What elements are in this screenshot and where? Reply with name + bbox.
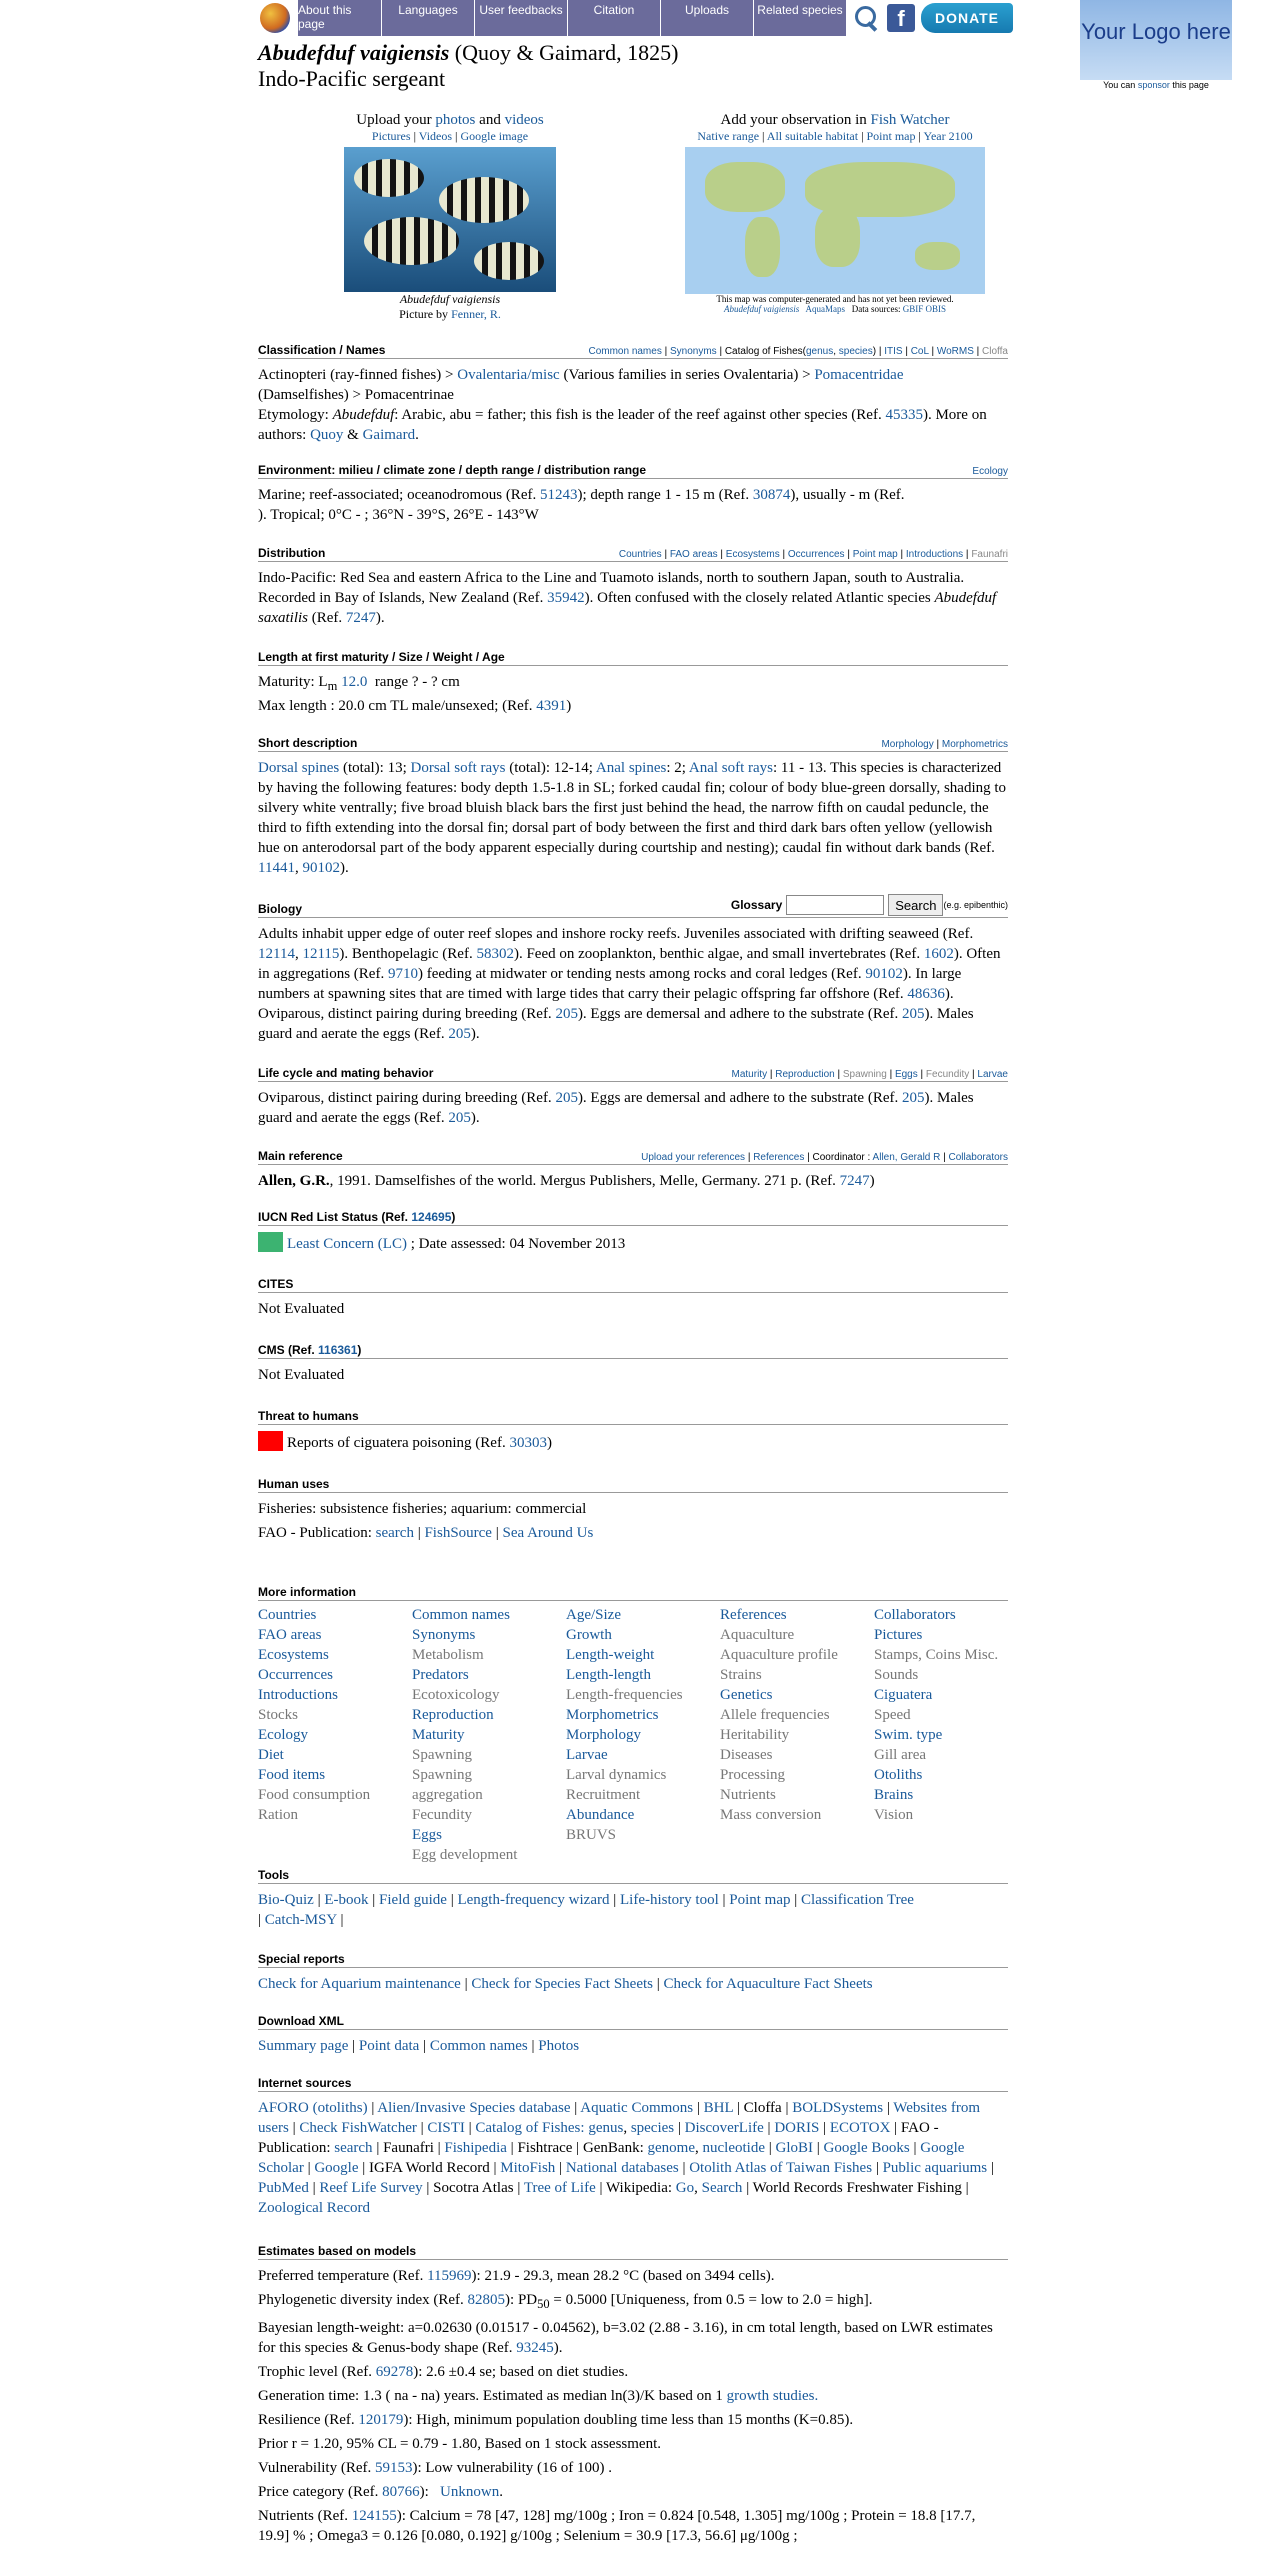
more-info-item[interactable]: Swim. type (874, 1727, 943, 1743)
more-info-item: Strains (720, 1667, 762, 1683)
fish-watcher-link[interactable]: Fish Watcher (870, 112, 950, 128)
more-info-item[interactable]: Larvae (566, 1747, 608, 1763)
common-name: Indo-Pacific sergeant (258, 66, 446, 91)
references-link[interactable]: References (753, 1152, 805, 1163)
top-navigation (258, 0, 1013, 36)
ref-link[interactable]: 93245 (516, 2340, 554, 2356)
source-link[interactable]: Google Books (823, 2140, 910, 2156)
source-link[interactable]: National databases (565, 2160, 679, 2176)
page-title (258, 40, 678, 92)
scientific-name: Abudefduf vaigiensis (258, 40, 450, 65)
ref-link[interactable]: 205 (555, 1006, 578, 1022)
reproduction-link[interactable]: Reproduction (775, 1069, 835, 1080)
year-2100-link[interactable]: Year 2100 (923, 129, 973, 143)
more-info-item[interactable]: Pictures (874, 1627, 923, 1643)
ref-link[interactable]: 120179 (358, 2412, 404, 2428)
suitable-habitat-link[interactable]: All suitable habitat (766, 129, 859, 143)
glossary-input[interactable] (786, 895, 884, 915)
more-info-item: Vision (874, 1807, 914, 1823)
bio-quiz-link[interactable]: Bio-Quiz (258, 1892, 314, 1908)
estimates-section: Estimates based on models Preferred temperature (Ref. 115969): 21.9 - 29.3, mean 28.2 °C (based on 3494 cells). Phylogenetic diversity index (Ref. 82805): $PD_{50} = 0.5000$ [Uniqueness, from 0.5 = low to 2.0 = high]. Bayesian length-weight: a=0.02630 (0.01517 - 0.04562), b=3.02 (2.88 - 3.16), in cm total length, based on LWR estimates for this species & Genus-body shape (Ref. 93245). Trophic level (Ref. 69278): 2.6 ±0.4 se; based on diet studies. Generation time: 1.3 ( na - na) years. Estimated as median ln(3)/K based on 1 growth studies. Resilience (Ref. 120179): High, minimum population doubling time less than 15 months (K=0.85). Prior r = 1.20, 95% CL = 0.79 - 1.80, Based on 1 stock assessment. Vulnerability (Ref. 59153): Low vulnerability (16 of 100) . Price category (Ref. 80766): Unknown. Nutrients (Ref. 124155): Calcium = 78 [47, 128] mg/100g ; Iron = 0.824 [0.548, 1.305] mg/100g ; Protein = 18.8 [17.7, 19.9] % ; Omega3 = 0.126 [0.080, 0.192] g/100g ; Selenium = 30.9 [17.3, 56.6] μg/100g ; (258, 2244, 1010, 2550)
source-link[interactable]: Check FishWatcher (299, 2120, 417, 2136)
dorsal-soft-rays-link[interactable]: Dorsal soft rays (410, 760, 506, 776)
download-xml-section: Download XML Summary page | Point data | Common names | Photos (258, 2014, 1010, 2056)
more-info-item: Metabolism (412, 1647, 484, 1663)
nav-uploads-button[interactable]: Uploads (661, 0, 754, 36)
more-info-column (566, 1605, 720, 1865)
source-link[interactable]: ECOTOX (829, 2120, 891, 2136)
source-link[interactable]: nucleotide (702, 2140, 765, 2156)
more-info-item[interactable]: Genetics (720, 1687, 773, 1703)
biology-section: Biology Glossary Search (e.g. epibenthic) Adults inhabit upper edge of outer reef slopes and inshore rocky reefs. Juveniles associated with drifting seaweed (Ref. 12114, 12115). Benthopelagic (Ref. 58302). Feed on zooplankton, benthic algae, and small invertebrates (Ref. 1602). Often in aggregations (Ref. 9710) feeding at midwater or tending nests among rocks and coral ledges (Ref. 90102). In large numbers at spawning sites that are timed with large tides that carry their pelagic offspring far offshore (Ref. 48636). Oviparous, distinct pairing during breeding (Ref. 205). Eggs are demersal and adhere to the substrate (Ref. 205). Males guard and aerate the eggs (Ref. 205). (258, 894, 1010, 1044)
internet-sources-list: AFORO (otoliths) | Alien/Invasive Species database | Aquatic Commons | BHL | Cloffa | BOLDSystems | Websites from users | Check FishWatcher | CISTI | Catalog of Fishes: genus, species | DiscoverLife | DORIS | ECOTOX | FAO - Publication: search | Faunafri | Fishipedia | Fishtrace | GenBank: genome, nucleotide | GloBI | Google Books | Google Scholar | Google | IGFA World Record | MitoFish | National databases | Otolith Atlas of Taiwan Fishes | Public aquariums | PubMed | Reef Life Survey | Socotra Atlas | Tree of Life | Wikipedia: Go, Search | World Records Freshwater Fishing | Zoological Record (258, 2100, 994, 2216)
photo-caption: Abudefduf vaigiensis (399, 292, 501, 306)
source-link[interactable]: Google (314, 2160, 359, 2176)
more-info-item[interactable]: Maturity (412, 1727, 465, 1743)
source-link[interactable]: species (630, 2120, 675, 2136)
special-reports-section: Special reports Check for Aquarium maintenance | Check for Species Fact Sheets | Check for Aquaculture Fact Sheets (258, 1952, 1010, 1994)
ref-link[interactable]: 205 (555, 1090, 578, 1106)
more-info-item[interactable]: Eggs (412, 1827, 442, 1843)
more-info-item[interactable]: FAO areas (258, 1627, 322, 1643)
internet-sources-section: Internet sources AFORO (otoliths) | Alien/Invasive Species database | Aquatic Commons | BHL | Cloffa | BOLDSystems | Websites from users | Check FishWatcher | CISTI | Catalog of Fishes: genus, species | DiscoverLife | DORIS | ECOTOX | FAO - Publication: search | Faunafri | Fishipedia | Fishtrace | GenBank: genome, nucleotide | GloBI | Google Books | Google Scholar | Google | IGFA World Record | MitoFish | National databases | Otolith Atlas of Taiwan Fishes | Public aquariums | PubMed | Reef Life Survey | Socotra Atlas | Tree of Life | Wikipedia: Go, Search | World Records Freshwater Fishing | Zoological Record (258, 2076, 1010, 2218)
sponsor-note: You can sponsor this page (1103, 80, 1209, 90)
sea-around-us-link[interactable]: Sea Around Us (502, 1525, 594, 1541)
introductions-link[interactable]: Introductions (905, 549, 964, 560)
source-link[interactable]: Alien/Invasive Species database (377, 2100, 571, 2116)
maturity-value-link[interactable]: 12.0 (341, 674, 368, 690)
life-history-tool-link[interactable]: Life-history tool (620, 1892, 719, 1908)
length-frequency-wizard-link[interactable]: Length-frequency wizard (457, 1892, 610, 1908)
source-link[interactable]: AFORO (otoliths) (258, 2100, 368, 2116)
source-link[interactable]: Aquatic Commons (580, 2100, 694, 2116)
human-uses-section: Human uses Fisheries: subsistence fisheries; aquarium: commercial FAO - Publication: search | FishSource | Sea Around Us (258, 1477, 1010, 1547)
dorsal-spines-link[interactable]: Dorsal spines (258, 760, 340, 776)
more-info-item[interactable]: Countries (258, 1607, 317, 1623)
ref-link[interactable]: 45335 (885, 407, 923, 423)
classification-section: Classification / Names Common names | Synonyms | Catalog of Fishes(genus, species) | ITIS | CoL | WoRMS | Cloffa Actinopteri (ray-finned fishes) > Ovalentaria/misc (Various families in series Ovalentaria) > Pomacentridae (Damselfishes) > Pomacentrinae Etymology: Abudefduf: Arabic, abu = father; this fish is the leader of the reef against other species (Ref. 45335). More on authors: Quoy & Gaimard. (258, 343, 1008, 443)
source-link[interactable]: DiscoverLife (684, 2120, 764, 2136)
point-map-link[interactable]: Point map (866, 129, 916, 143)
more-info-item: Larval dynamics (566, 1767, 667, 1783)
iucn-section: IUCN Red List Status (Ref. 124695) Least Concern (LC) ; Date assessed: 04 November 2013 (258, 1210, 1010, 1254)
more-info-item: Egg development (412, 1847, 518, 1863)
ecosystems-link[interactable]: Ecosystems (725, 549, 780, 560)
point-data-link[interactable]: Point data (358, 2038, 420, 2054)
more-info-item: Speed (874, 1707, 911, 1723)
source-link[interactable]: Fishipedia (444, 2140, 507, 2156)
anal-soft-rays-link[interactable]: Anal soft rays (688, 760, 774, 776)
point-map-link[interactable]: Point map (729, 1892, 791, 1908)
morphology-link[interactable]: Morphology (881, 739, 934, 750)
countries-link[interactable]: Countries (618, 549, 662, 560)
author-gaimard-link[interactable]: Gaimard (362, 427, 416, 443)
col-link[interactable]: CoL (910, 346, 929, 357)
more-info-item[interactable]: Abundance (566, 1807, 635, 1823)
map-species-link[interactable]: Abudefduf vaigiensis (723, 304, 800, 314)
more-info-item: Allele frequencies (720, 1707, 830, 1723)
more-info-item[interactable]: Morphometrics (566, 1707, 659, 1723)
ref-link[interactable]: 51243 (539, 487, 578, 503)
distribution-map[interactable] (685, 147, 985, 294)
ref-link[interactable]: 205 (901, 1090, 925, 1106)
source-link[interactable]: BHL (703, 2100, 734, 2116)
tools-section: Tools Bio-Quiz | E-book | Field guide | Length-frequency wizard | Life-history tool | Point map | Classification Tree | Catch-MSY | (258, 1868, 1010, 1930)
collaborators-link[interactable]: Collaborators (948, 1152, 1008, 1163)
source-link[interactable]: Websites from users (258, 2100, 980, 2136)
more-info-item[interactable]: Occurrences (258, 1667, 333, 1683)
more-info-item[interactable]: Ecology (258, 1727, 308, 1743)
source-link[interactable]: GloBI (775, 2140, 813, 2156)
ref-link[interactable]: 4391 (536, 698, 567, 714)
synonyms-link[interactable]: Synonyms (669, 346, 717, 357)
ref-link[interactable]: 35942 (547, 590, 585, 606)
more-info-item[interactable]: Ecosystems (258, 1647, 329, 1663)
field-guide-link[interactable]: Field guide (379, 1892, 447, 1908)
upload-videos-link[interactable]: videos (504, 112, 544, 128)
ref-link[interactable]: 115969 (427, 2268, 472, 2284)
more-info-item: Heritability (720, 1727, 790, 1743)
more-info-item: aggregation (412, 1787, 483, 1803)
ref-link[interactable]: 48636 (907, 986, 945, 1002)
more-info-column (412, 1605, 566, 1865)
photo-panel: Upload your photos and videos Pictures | Videos | Google image Abudefduf vaigiensis Picture by Fenner, R. (340, 112, 560, 322)
more-info-item: Aquaculture profile (720, 1647, 838, 1663)
species-fact-sheets-link[interactable]: Check for Species Fact Sheets (471, 1976, 653, 1992)
short-description-section: Short description Morphology | Morphometrics Dorsal spines (total): 13; Dorsal soft rays (total): 12-14; Anal spines: 2; Anal soft rays: 11 - 13. This species is characterized by having the following features: body depth 1.5-1.8 in SL; forked caudal fin; colour of body blue-green dorsally, shading to silvery white ventrally; five broad bluish black bars the first just behind the head, the narrow fifth on caudal peduncle, the third to fifth extending into the dorsal fin; dorsal part of body between the first and third dark bars often yellow (yellowish hue on anterodorsal part of the body apparent especially during courtship and nesting); caudal fin without dark bands (Ref. 11441, 90102). (258, 736, 1008, 876)
source-link[interactable]: BOLDSystems (792, 2100, 884, 2116)
ebook-link[interactable]: E-book (324, 1892, 369, 1908)
source-link[interactable]: MitoFish (500, 2160, 556, 2176)
ovalentaria-link[interactable]: Ovalentaria/misc (457, 367, 560, 383)
google-image-link[interactable]: Google image (460, 129, 529, 143)
length-section: Length at first maturity / Size / Weight / Age Maturity: $L_m$ 12.0 range ? - ? cm Max length : 20.0 cm TL male/unsexed; (Ref. 4391) (258, 650, 1010, 716)
source-link[interactable]: Catalog of Fishes: (475, 2120, 585, 2136)
more-info-item[interactable]: Common names (412, 1607, 510, 1623)
source-link[interactable]: CISTI (427, 2120, 465, 2136)
fao-search-link[interactable]: search (375, 1525, 414, 1541)
more-info-item: Spawning (412, 1767, 472, 1783)
more-info-item: Stocks (258, 1707, 299, 1723)
aquarium-maintenance-link[interactable]: Check for Aquarium maintenance (258, 1976, 461, 1992)
glossary-search-button[interactable]: Search (888, 894, 943, 916)
threat-swatch (258, 1431, 283, 1451)
nav-citation-button[interactable]: Citation (568, 0, 661, 36)
larvae-link[interactable]: Larvae (977, 1069, 1008, 1080)
upload-references-link[interactable]: Upload your references (641, 1152, 746, 1163)
catalog-species-link[interactable]: species (838, 346, 873, 357)
anal-spines-link[interactable]: Anal spines (595, 760, 667, 776)
more-info-item[interactable]: Reproduction (412, 1707, 494, 1723)
classification-tree-link[interactable]: Classification Tree (801, 1892, 914, 1908)
more-info-item: BRUVS (566, 1827, 617, 1843)
morphometrics-link[interactable]: Morphometrics (941, 739, 1008, 750)
more-info-item: Sounds (874, 1667, 919, 1683)
ref-link[interactable]: 7247 (839, 1173, 870, 1189)
catalog-genus-link[interactable]: genus (805, 346, 834, 357)
more-info-item[interactable]: Diet (258, 1747, 284, 1763)
source-link[interactable]: Otolith Atlas of Taiwan Fishes (689, 2160, 873, 2176)
cites-section: CITES Not Evaluated (258, 1277, 1010, 1319)
aquamaps-link[interactable]: AquaMaps (805, 304, 845, 314)
more-info-item: Ration (258, 1807, 298, 1823)
data-sources-link[interactable]: GBIF OBIS (902, 304, 946, 314)
source-link[interactable]: Reef Life Survey (319, 2180, 423, 2196)
more-info-item: Spawning (412, 1747, 472, 1763)
more-info-item: Ecotoxicology (412, 1687, 500, 1703)
more-information-section: More information Countries FAO areas Ecosystems Occurrences Introductions Stocks Ecology Diet Food items Food consumption Ration Common names Synonyms Metabolism Predators Ecotoxicology Reproduction Maturity Spawning Spawning aggregation Fecundity Eggs Egg development Age/Size Growth Length-weight Length-length Length-frequencies Morphometrics Morphology Larvae Larval dynamics Recruitment Abundance BRUVS References Aquaculture Aquaculture profile Strains Genetics Allele frequencies Heritability Diseases Processing Nutrients Mass conversion Collaborators Pictures Stamps, Coins Misc. Sounds Ciguatera Speed Swim. type Gill area Otoliths Brains Vision (258, 1585, 1010, 1865)
more-info-item[interactable]: Otoliths (874, 1767, 923, 1783)
ref-link[interactable]: 30874 (752, 487, 791, 503)
source-link[interactable]: PubMed (258, 2180, 309, 2196)
main-reference-section: Main reference Upload your references | References | Coordinator : Allen, Gerald R | Collaborators Allen, G.R., 1991. Damselfishes of the world. Mergus Publishers, Melle, Germany. 271 p. (Ref. 7247) (258, 1149, 1008, 1189)
ref-link[interactable]: 12114 (258, 946, 295, 962)
iucn-status-swatch (258, 1232, 283, 1252)
nav-related-species-button[interactable]: Related species (754, 0, 847, 36)
fishsource-link[interactable]: FishSource (424, 1525, 492, 1541)
source-link[interactable]: Zoological Record (258, 2200, 371, 2216)
ref-link[interactable]: 69278 (375, 2364, 414, 2380)
species-photo[interactable] (344, 147, 556, 292)
more-info-item[interactable]: Introductions (258, 1687, 338, 1703)
more-info-item[interactable]: Length-length (566, 1667, 651, 1683)
ecology-link[interactable]: Ecology (972, 466, 1008, 477)
common-names-xml-link[interactable]: Common names (429, 2038, 528, 2054)
facebook-icon[interactable]: f (887, 4, 915, 32)
more-info-item: Mass conversion (720, 1807, 822, 1823)
sponsor-logo[interactable]: Your Logo here (1080, 0, 1232, 80)
ref-link[interactable]: 90102 (865, 966, 903, 982)
more-info-item[interactable]: Ciguatera (874, 1687, 933, 1703)
nav-feedbacks-button[interactable]: User feedbacks (475, 0, 568, 36)
map-note: This map was computer-generated and has not yet been reviewed. (716, 294, 954, 304)
more-info-item: Aquaculture (720, 1627, 795, 1643)
more-info-item[interactable]: Predators (412, 1667, 469, 1683)
source-link[interactable]: Public aquariums (882, 2160, 988, 2176)
more-info-item: Food consumption (258, 1787, 371, 1803)
cms-section: CMS (Ref. 116361) Not Evaluated (258, 1343, 1010, 1385)
more-info-item: Recruitment (566, 1787, 641, 1803)
more-info-column (720, 1605, 874, 1865)
nav-languages-button[interactable]: Languages (382, 0, 475, 36)
more-info-item[interactable]: Growth (566, 1627, 612, 1643)
ref-link[interactable]: 124155 (351, 2508, 397, 2524)
distribution-section: Distribution Countries | FAO areas | Ecosystems | Occurrences | Point map | Introductions | Faunafri Indo-Pacific: Red Sea and eastern Africa to the Line and Tuamoto islands, north to southern Japan, south to Australia. Recorded in Bay of Islands, New Zealand (Ref. 35942). Often confused with the closely related Atlantic species Abudefduf saxatilis (Ref. 7247). (258, 546, 1008, 626)
source-link[interactable]: Google Scholar (258, 2140, 965, 2176)
native-range-link[interactable]: Native range (697, 129, 760, 143)
ref-link[interactable]: 90102 (302, 860, 340, 876)
author-quoy-link[interactable]: Quoy (310, 427, 344, 443)
search-icon[interactable] (851, 3, 881, 33)
ref-link[interactable]: 58302 (476, 946, 514, 962)
ref-link[interactable]: 11441 (258, 860, 295, 876)
more-info-item: Diseases (720, 1747, 773, 1763)
source-link[interactable]: genus (588, 2120, 624, 2136)
summary-page-link[interactable]: Summary page (258, 2038, 349, 2054)
videos-link[interactable]: Videos (418, 129, 453, 143)
more-info-item[interactable]: Food items (258, 1767, 326, 1783)
fishbase-globe-icon[interactable] (260, 3, 290, 33)
source-link[interactable]: Search (701, 2180, 743, 2196)
ref-link[interactable]: 205 (448, 1026, 471, 1042)
upload-photos-link[interactable]: photos (435, 112, 476, 128)
threat-section: Threat to humans Reports of ciguatera poisoning (Ref. 30303) (258, 1409, 1010, 1453)
ref-link[interactable]: 30303 (509, 1435, 547, 1451)
ref-link[interactable]: 116361 (318, 1343, 358, 1357)
more-info-item[interactable]: Morphology (566, 1727, 641, 1743)
more-info-item: Nutrients (720, 1787, 776, 1803)
fao-areas-link[interactable]: FAO areas (669, 549, 718, 560)
ref-link[interactable]: 124695 (411, 1210, 452, 1224)
source-link[interactable]: Go (675, 2180, 695, 2196)
environment-section: Environment: milieu / climate zone / depth range / distribution range Ecology Marine; reef-associated; oceanodromous (Ref. 51243); depth range 1 - 15 m (Ref. 30874), usually - m (Ref. ). Tropical; 0°C - ; 36°N - 39°S, 26°E - 143°W (258, 463, 1008, 523)
ref-link[interactable]: 205 (448, 1110, 471, 1126)
photos-xml-link[interactable]: Photos (538, 2038, 580, 2054)
pomacentridae-link[interactable]: Pomacentridae (814, 367, 904, 383)
more-info-item[interactable]: Brains (874, 1787, 914, 1803)
coordinator-link[interactable]: Allen, Gerald R (872, 1152, 941, 1163)
ref-link[interactable]: 1602 (923, 946, 954, 962)
source-link[interactable]: search (334, 2140, 373, 2156)
sponsor-link[interactable]: sponsor (1137, 80, 1170, 90)
itis-link[interactable]: ITIS (884, 346, 903, 357)
ref-link[interactable]: 7247 (345, 610, 376, 626)
worms-link[interactable]: WoRMS (936, 346, 974, 357)
more-info-item: Fecundity (412, 1807, 472, 1823)
growth-studies-link[interactable]: growth studies. (726, 2388, 819, 2404)
price-category-link[interactable]: Unknown (440, 2484, 500, 2500)
occurrences-link[interactable]: Occurrences (787, 549, 845, 560)
donate-button[interactable]: DONATE (921, 3, 1013, 33)
ref-link[interactable]: 59153 (374, 2460, 413, 2476)
more-information-grid (258, 1605, 1010, 1865)
ref-link[interactable]: 80766 (382, 2484, 420, 2500)
common-names-link[interactable]: Common names (588, 346, 662, 357)
nav-about-button[interactable]: About this page (298, 0, 382, 36)
more-info-item[interactable]: Collaborators (874, 1607, 956, 1623)
more-info-item: Length-frequencies (566, 1687, 683, 1703)
photographer-link[interactable]: Fenner, R. (451, 307, 501, 321)
ref-link[interactable]: 82805 (467, 2292, 506, 2308)
pictures-link[interactable]: Pictures (371, 129, 411, 143)
species-author: (Quoy & Gaimard, 1825) (454, 40, 679, 65)
source-link[interactable]: DORIS (774, 2120, 820, 2136)
more-info-item: Stamps, Coins Misc. (874, 1647, 999, 1663)
more-info-column (258, 1605, 412, 1865)
ref-link[interactable]: 205 (901, 1006, 925, 1022)
more-info-item: Gill area (874, 1747, 927, 1763)
maturity-link[interactable]: Maturity (731, 1069, 768, 1080)
map-panel: Add your observation in Fish Watcher Native range | All suitable habitat | Point map | Year 2100 This map was computer-generated and has not yet been reviewed. Abudefduf vaigiensis AquaMaps Data sources: GBIF OBIS (680, 112, 990, 314)
more-info-item[interactable]: Length-weight (566, 1647, 655, 1663)
more-info-item: Processing (720, 1767, 785, 1783)
life-cycle-section: Life cycle and mating behavior Maturity | Reproduction | Spawning | Eggs | Fecundity | Larvae Oviparous, distinct pairing during breeding (Ref. 205). Eggs are demersal and adhere to the substrate (Ref. 205). Males guard and aerate the eggs (Ref. 205). (258, 1066, 1008, 1126)
source-link[interactable]: genome (647, 2140, 695, 2156)
more-info-item[interactable]: References (720, 1607, 787, 1623)
catch-msy-link[interactable]: Catch-MSY (264, 1912, 337, 1928)
ref-link[interactable]: 12115 (302, 946, 340, 962)
eggs-link[interactable]: Eggs (894, 1069, 918, 1080)
more-info-column (874, 1605, 1028, 1865)
source-link[interactable]: Tree of Life (523, 2180, 596, 2196)
aquaculture-fact-sheets-link[interactable]: Check for Aquaculture Fact Sheets (663, 1976, 873, 1992)
iucn-status-link[interactable]: Least Concern (LC) (287, 1236, 407, 1252)
ref-link[interactable]: 9710 (387, 966, 418, 982)
more-info-item[interactable]: Age/Size (566, 1607, 621, 1623)
point-map-link[interactable]: Point map (852, 549, 898, 560)
more-info-item[interactable]: Synonyms (412, 1627, 476, 1643)
